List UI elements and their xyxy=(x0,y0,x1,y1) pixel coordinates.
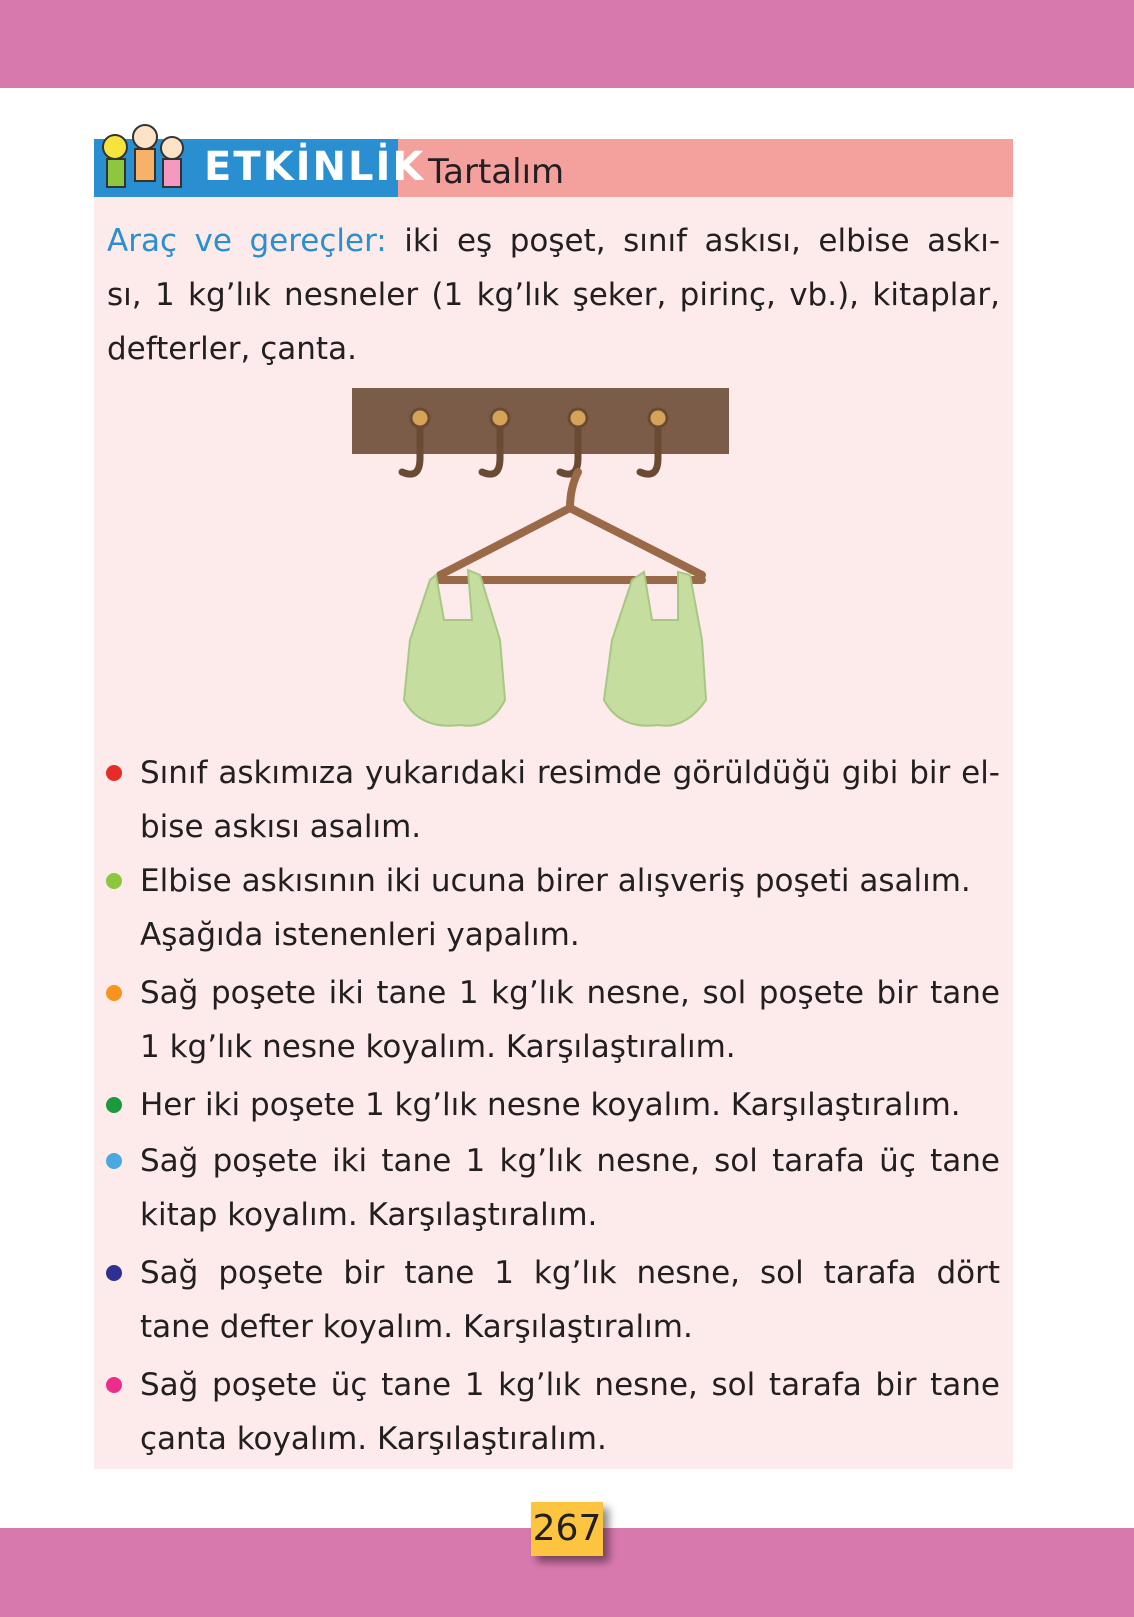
instruction-item xyxy=(106,854,1000,962)
materials-paragraph xyxy=(107,214,1000,376)
instruction-item xyxy=(106,746,1000,854)
children-logo-icon xyxy=(98,124,194,196)
bullet-icon xyxy=(106,873,122,889)
item-line: Sağ poşete iki tane 1 kg’lık nesne, sol tarafa üç tane xyxy=(140,1143,1000,1179)
instruction-item xyxy=(106,1134,1000,1242)
activity-badge-label: ETKİNLİK xyxy=(204,144,426,190)
instruction-item xyxy=(106,1078,1000,1132)
instruction-item xyxy=(106,1358,1000,1466)
bullet-icon xyxy=(106,1377,122,1393)
item-line: Sınıf askımıza yukarıdaki resimde görüldüğü gibi bir el- xyxy=(140,755,1000,791)
item-line: Her iki poşete 1 kg’lık nesne koyalım. Karşılaştıralım. xyxy=(140,1087,961,1123)
item-line: Sağ poşete bir tane 1 kg’lık nesne, sol tarafa dört xyxy=(140,1255,1000,1291)
bullet-icon xyxy=(106,1153,122,1169)
item-line: çanta koyalım. Karşılaştıralım. xyxy=(140,1421,607,1457)
item-line: kitap koyalım. Karşılaştıralım. xyxy=(140,1197,598,1233)
bullet-icon xyxy=(106,765,122,781)
top-band xyxy=(0,0,1134,88)
item-line: tane defter koyalım. Karşılaştıralım. xyxy=(140,1309,693,1345)
item-line: Aşağıda istenenleri yapalım. xyxy=(140,917,580,953)
item-line: Sağ poşete üç tane 1 kg’lık nesne, sol tarafa bir tane xyxy=(140,1367,1000,1403)
activity-title: Tartalım xyxy=(428,152,565,192)
clothes-hanger xyxy=(440,472,702,580)
page-number: 267 xyxy=(531,1502,603,1556)
hanger-illustration xyxy=(340,380,740,740)
item-line: Elbise askısının iki ucuna birer alışveriş poşeti asalım. xyxy=(140,863,971,899)
instruction-item xyxy=(106,966,1000,1074)
materials-line: defterler, çanta. xyxy=(107,331,357,367)
bullet-icon xyxy=(106,985,122,1001)
materials-label: Araç ve gereçler: xyxy=(107,223,387,259)
materials-line: sı, 1 kg’lık nesneler (1 kg’lık şeker, pirinç, vb.), kitaplar, xyxy=(107,277,1000,313)
bullet-icon xyxy=(106,1097,122,1113)
materials-line: iki eş poşet, sınıf askısı, elbise askı- xyxy=(404,223,1001,259)
shopping-bags xyxy=(404,570,706,726)
instruction-item xyxy=(106,1246,1000,1354)
item-line: 1 kg’lık nesne koyalım. Karşılaştıralım. xyxy=(140,1029,736,1065)
item-line: Sağ poşete iki tane 1 kg’lık nesne, sol poşete bir tane xyxy=(140,975,1000,1011)
item-line: bise askısı asalım. xyxy=(140,809,422,845)
bullet-icon xyxy=(106,1265,122,1281)
coat-rack-board xyxy=(352,388,729,454)
